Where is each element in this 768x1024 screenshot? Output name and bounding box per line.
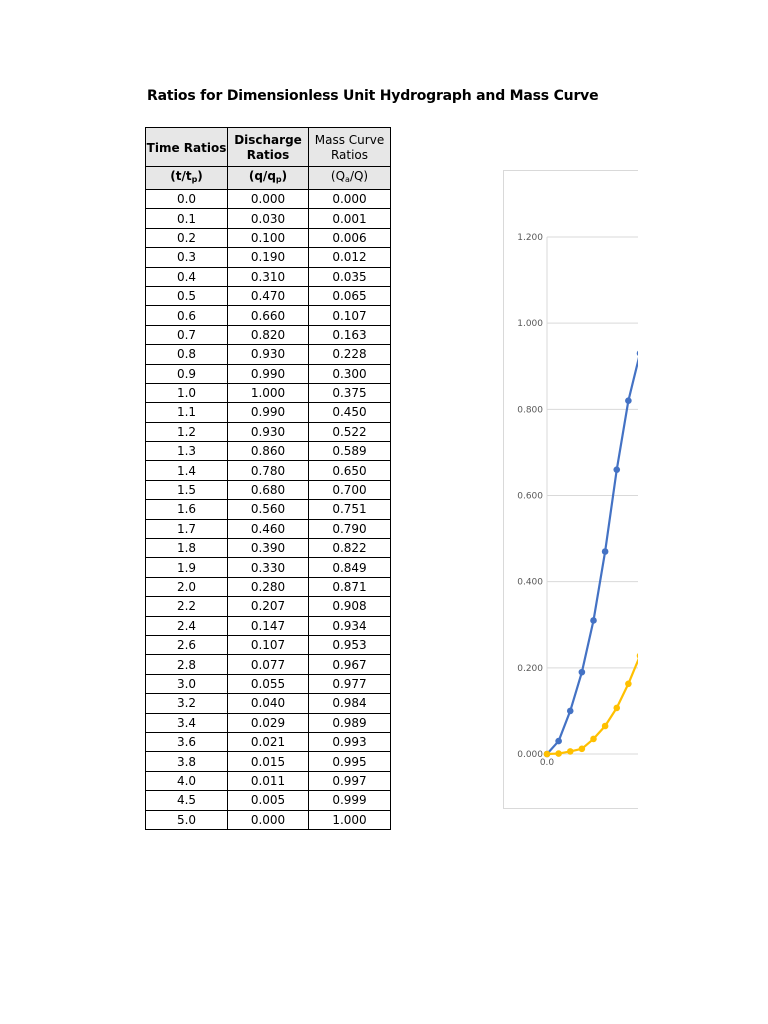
header-time-ratios: Time Ratios bbox=[146, 128, 228, 167]
cell-time-ratio: 3.8 bbox=[146, 752, 228, 771]
cell-mass-curve-ratio: 0.700 bbox=[309, 480, 391, 499]
table-row bbox=[146, 635, 391, 654]
cell-mass-curve-ratio: 0.989 bbox=[309, 713, 391, 732]
table-row bbox=[146, 752, 391, 771]
cell-time-ratio: 0.4 bbox=[146, 267, 228, 286]
table-row bbox=[146, 190, 391, 209]
subheader-mass-curve-ratio-unit: $(Q_a/Q)$ bbox=[309, 167, 391, 190]
cell-time-ratio: 0.8 bbox=[146, 345, 228, 364]
cell-time-ratio: 1.3 bbox=[146, 442, 228, 461]
cell-mass-curve-ratio: 0.163 bbox=[309, 325, 391, 344]
cell-mass-curve-ratio: 0.650 bbox=[309, 461, 391, 480]
cell-time-ratio: 0.5 bbox=[146, 286, 228, 305]
table-row bbox=[146, 771, 391, 790]
cell-mass-curve-ratio: 0.908 bbox=[309, 597, 391, 616]
table-row bbox=[146, 422, 391, 441]
subheader-time-ratio-unit: $(t/t_p)$ bbox=[146, 167, 228, 190]
cell-discharge-ratio: 0.330 bbox=[228, 558, 309, 577]
data-point bbox=[579, 669, 586, 676]
header-discharge-ratios: Discharge Ratios bbox=[228, 128, 309, 167]
cell-discharge-ratio: 0.015 bbox=[228, 752, 309, 771]
cell-time-ratio: 0.9 bbox=[146, 364, 228, 383]
cell-discharge-ratio: 0.930 bbox=[228, 345, 309, 364]
cell-time-ratio: 2.0 bbox=[146, 577, 228, 596]
table-row bbox=[146, 519, 391, 538]
table-row bbox=[146, 442, 391, 461]
cell-mass-curve-ratio: 0.589 bbox=[309, 442, 391, 461]
data-point bbox=[579, 746, 586, 753]
table-row bbox=[146, 364, 391, 383]
cell-time-ratio: 0.2 bbox=[146, 228, 228, 247]
y-tick-label: 1.200 bbox=[517, 233, 543, 243]
data-point bbox=[555, 738, 562, 745]
cell-mass-curve-ratio: 0.871 bbox=[309, 577, 391, 596]
cell-discharge-ratio: 0.077 bbox=[228, 655, 309, 674]
cell-time-ratio: 1.0 bbox=[146, 383, 228, 402]
cell-mass-curve-ratio: 0.934 bbox=[309, 616, 391, 635]
cell-mass-curve-ratio: 0.790 bbox=[309, 519, 391, 538]
cell-discharge-ratio: 0.005 bbox=[228, 791, 309, 810]
cell-mass-curve-ratio: 0.993 bbox=[309, 732, 391, 751]
y-tick-label: 0.400 bbox=[517, 577, 543, 588]
cell-mass-curve-ratio: 0.065 bbox=[309, 286, 391, 305]
cell-discharge-ratio: 0.207 bbox=[228, 597, 309, 616]
table-row bbox=[146, 480, 391, 499]
cell-mass-curve-ratio: 0.012 bbox=[309, 248, 391, 267]
document-title: Ratios for Dimensionless Unit Hydrograph and Mass Curve bbox=[147, 88, 599, 104]
cell-time-ratio: 1.7 bbox=[146, 519, 228, 538]
cell-discharge-ratio: 0.820 bbox=[228, 325, 309, 344]
table-row bbox=[146, 403, 391, 422]
ratios-table bbox=[145, 127, 391, 830]
cell-time-ratio: 0.1 bbox=[146, 209, 228, 228]
cell-discharge-ratio: 0.860 bbox=[228, 442, 309, 461]
cell-mass-curve-ratio: 0.450 bbox=[309, 403, 391, 422]
cell-discharge-ratio: 0.680 bbox=[228, 480, 309, 499]
cell-discharge-ratio: 0.107 bbox=[228, 635, 309, 654]
cell-discharge-ratio: 0.470 bbox=[228, 286, 309, 305]
cell-mass-curve-ratio: 1.000 bbox=[309, 810, 391, 829]
data-point bbox=[590, 617, 597, 624]
table-row bbox=[146, 597, 391, 616]
cell-time-ratio: 2.6 bbox=[146, 635, 228, 654]
cell-time-ratio: 2.8 bbox=[146, 655, 228, 674]
table-row bbox=[146, 461, 391, 480]
cell-time-ratio: 0.6 bbox=[146, 306, 228, 325]
table-row bbox=[146, 674, 391, 693]
cell-mass-curve-ratio: 0.822 bbox=[309, 539, 391, 558]
cell-time-ratio: 1.2 bbox=[146, 422, 228, 441]
table-row bbox=[146, 248, 391, 267]
cell-mass-curve-ratio: 0.006 bbox=[309, 228, 391, 247]
data-point bbox=[567, 708, 574, 715]
table-row bbox=[146, 306, 391, 325]
cell-discharge-ratio: 0.990 bbox=[228, 403, 309, 422]
y-tick-label: 0.600 bbox=[517, 491, 543, 502]
table-row bbox=[146, 558, 391, 577]
data-point bbox=[602, 723, 609, 730]
cell-mass-curve-ratio: 0.999 bbox=[309, 791, 391, 810]
data-point bbox=[590, 736, 597, 743]
data-point bbox=[567, 748, 574, 755]
cell-discharge-ratio: 0.055 bbox=[228, 674, 309, 693]
table-row bbox=[146, 791, 391, 810]
cell-time-ratio: 3.4 bbox=[146, 713, 228, 732]
data-point bbox=[544, 751, 551, 758]
cell-discharge-ratio: 0.147 bbox=[228, 616, 309, 635]
cell-discharge-ratio: 0.990 bbox=[228, 364, 309, 383]
cell-discharge-ratio: 0.000 bbox=[228, 190, 309, 209]
cell-time-ratio: 4.0 bbox=[146, 771, 228, 790]
cell-mass-curve-ratio: 0.375 bbox=[309, 383, 391, 402]
table-row bbox=[146, 655, 391, 674]
data-point bbox=[613, 705, 620, 712]
table-row bbox=[146, 267, 391, 286]
cell-discharge-ratio: 0.930 bbox=[228, 422, 309, 441]
cell-time-ratio: 1.9 bbox=[146, 558, 228, 577]
cell-time-ratio: 2.2 bbox=[146, 597, 228, 616]
table-row bbox=[146, 694, 391, 713]
cell-time-ratio: 1.5 bbox=[146, 480, 228, 499]
cell-time-ratio: 3.0 bbox=[146, 674, 228, 693]
cell-discharge-ratio: 0.560 bbox=[228, 500, 309, 519]
cell-discharge-ratio: 0.030 bbox=[228, 209, 309, 228]
cell-mass-curve-ratio: 0.995 bbox=[309, 752, 391, 771]
cell-discharge-ratio: 0.100 bbox=[228, 228, 309, 247]
cell-mass-curve-ratio: 0.751 bbox=[309, 500, 391, 519]
table-body bbox=[146, 190, 391, 830]
cell-discharge-ratio: 0.000 bbox=[228, 810, 309, 829]
cell-mass-curve-ratio: 0.001 bbox=[309, 209, 391, 228]
y-tick-label: 0.200 bbox=[517, 663, 543, 674]
cell-mass-curve-ratio: 0.997 bbox=[309, 771, 391, 790]
cell-time-ratio: 1.4 bbox=[146, 461, 228, 480]
x-tick-label: 0.0 bbox=[539, 758, 555, 768]
data-point bbox=[637, 652, 638, 659]
table-row bbox=[146, 286, 391, 305]
cell-mass-curve-ratio: 0.984 bbox=[309, 694, 391, 713]
data-point bbox=[625, 680, 632, 687]
cell-time-ratio: 2.4 bbox=[146, 616, 228, 635]
table-row bbox=[146, 732, 391, 751]
cell-discharge-ratio: 0.011 bbox=[228, 771, 309, 790]
cell-mass-curve-ratio: 0.107 bbox=[309, 306, 391, 325]
y-tick-label: 1.000 bbox=[517, 319, 543, 330]
cell-discharge-ratio: 0.460 bbox=[228, 519, 309, 538]
cell-time-ratio: 1.6 bbox=[146, 500, 228, 519]
data-point bbox=[555, 750, 562, 757]
cell-mass-curve-ratio: 0.967 bbox=[309, 655, 391, 674]
cell-time-ratio: 0.7 bbox=[146, 325, 228, 344]
table-row bbox=[146, 209, 391, 228]
cell-discharge-ratio: 0.190 bbox=[228, 248, 309, 267]
table-row bbox=[146, 616, 391, 635]
cell-time-ratio: 1.1 bbox=[146, 403, 228, 422]
table-row bbox=[146, 713, 391, 732]
table-row bbox=[146, 383, 391, 402]
subheader-discharge-ratio-unit: $(q/q_p)$ bbox=[228, 167, 309, 190]
cell-discharge-ratio: 0.310 bbox=[228, 267, 309, 286]
cell-time-ratio: 0.3 bbox=[146, 248, 228, 267]
cell-discharge-ratio: 0.040 bbox=[228, 694, 309, 713]
cell-mass-curve-ratio: 0.522 bbox=[309, 422, 391, 441]
cell-mass-curve-ratio: 0.953 bbox=[309, 635, 391, 654]
cell-discharge-ratio: 0.280 bbox=[228, 577, 309, 596]
table-row bbox=[146, 577, 391, 596]
table-row bbox=[146, 539, 391, 558]
cell-discharge-ratio: 0.660 bbox=[228, 306, 309, 325]
cell-discharge-ratio: 1.000 bbox=[228, 383, 309, 402]
cell-mass-curve-ratio: 0.228 bbox=[309, 345, 391, 364]
cell-mass-curve-ratio: 0.977 bbox=[309, 674, 391, 693]
cell-mass-curve-ratio: 0.035 bbox=[309, 267, 391, 286]
data-point bbox=[625, 397, 632, 404]
cell-time-ratio: 1.8 bbox=[146, 539, 228, 558]
y-tick-label: 0.800 bbox=[517, 405, 543, 416]
cell-time-ratio: 3.2 bbox=[146, 694, 228, 713]
cell-discharge-ratio: 0.029 bbox=[228, 713, 309, 732]
cell-mass-curve-ratio: 0.000 bbox=[309, 190, 391, 209]
header-mass-curve-ratios: Mass Curve Ratios bbox=[309, 128, 391, 167]
table-row bbox=[146, 325, 391, 344]
cell-discharge-ratio: 0.780 bbox=[228, 461, 309, 480]
cell-mass-curve-ratio: 0.300 bbox=[309, 364, 391, 383]
y-tick-label: 0.000 bbox=[517, 750, 543, 760]
cell-mass-curve-ratio: 0.849 bbox=[309, 558, 391, 577]
cell-time-ratio: 4.5 bbox=[146, 791, 228, 810]
table-row bbox=[146, 228, 391, 247]
data-point bbox=[613, 466, 620, 473]
table-row bbox=[146, 810, 391, 829]
cell-time-ratio: 3.6 bbox=[146, 732, 228, 751]
table-row bbox=[146, 345, 391, 364]
cell-discharge-ratio: 0.390 bbox=[228, 539, 309, 558]
table-row bbox=[146, 500, 391, 519]
line-chart bbox=[504, 171, 638, 808]
chart-panel bbox=[503, 170, 638, 809]
cell-time-ratio: 5.0 bbox=[146, 810, 228, 829]
data-point bbox=[637, 350, 638, 357]
data-point bbox=[602, 548, 609, 555]
cell-discharge-ratio: 0.021 bbox=[228, 732, 309, 751]
cell-time-ratio: 0.0 bbox=[146, 190, 228, 209]
